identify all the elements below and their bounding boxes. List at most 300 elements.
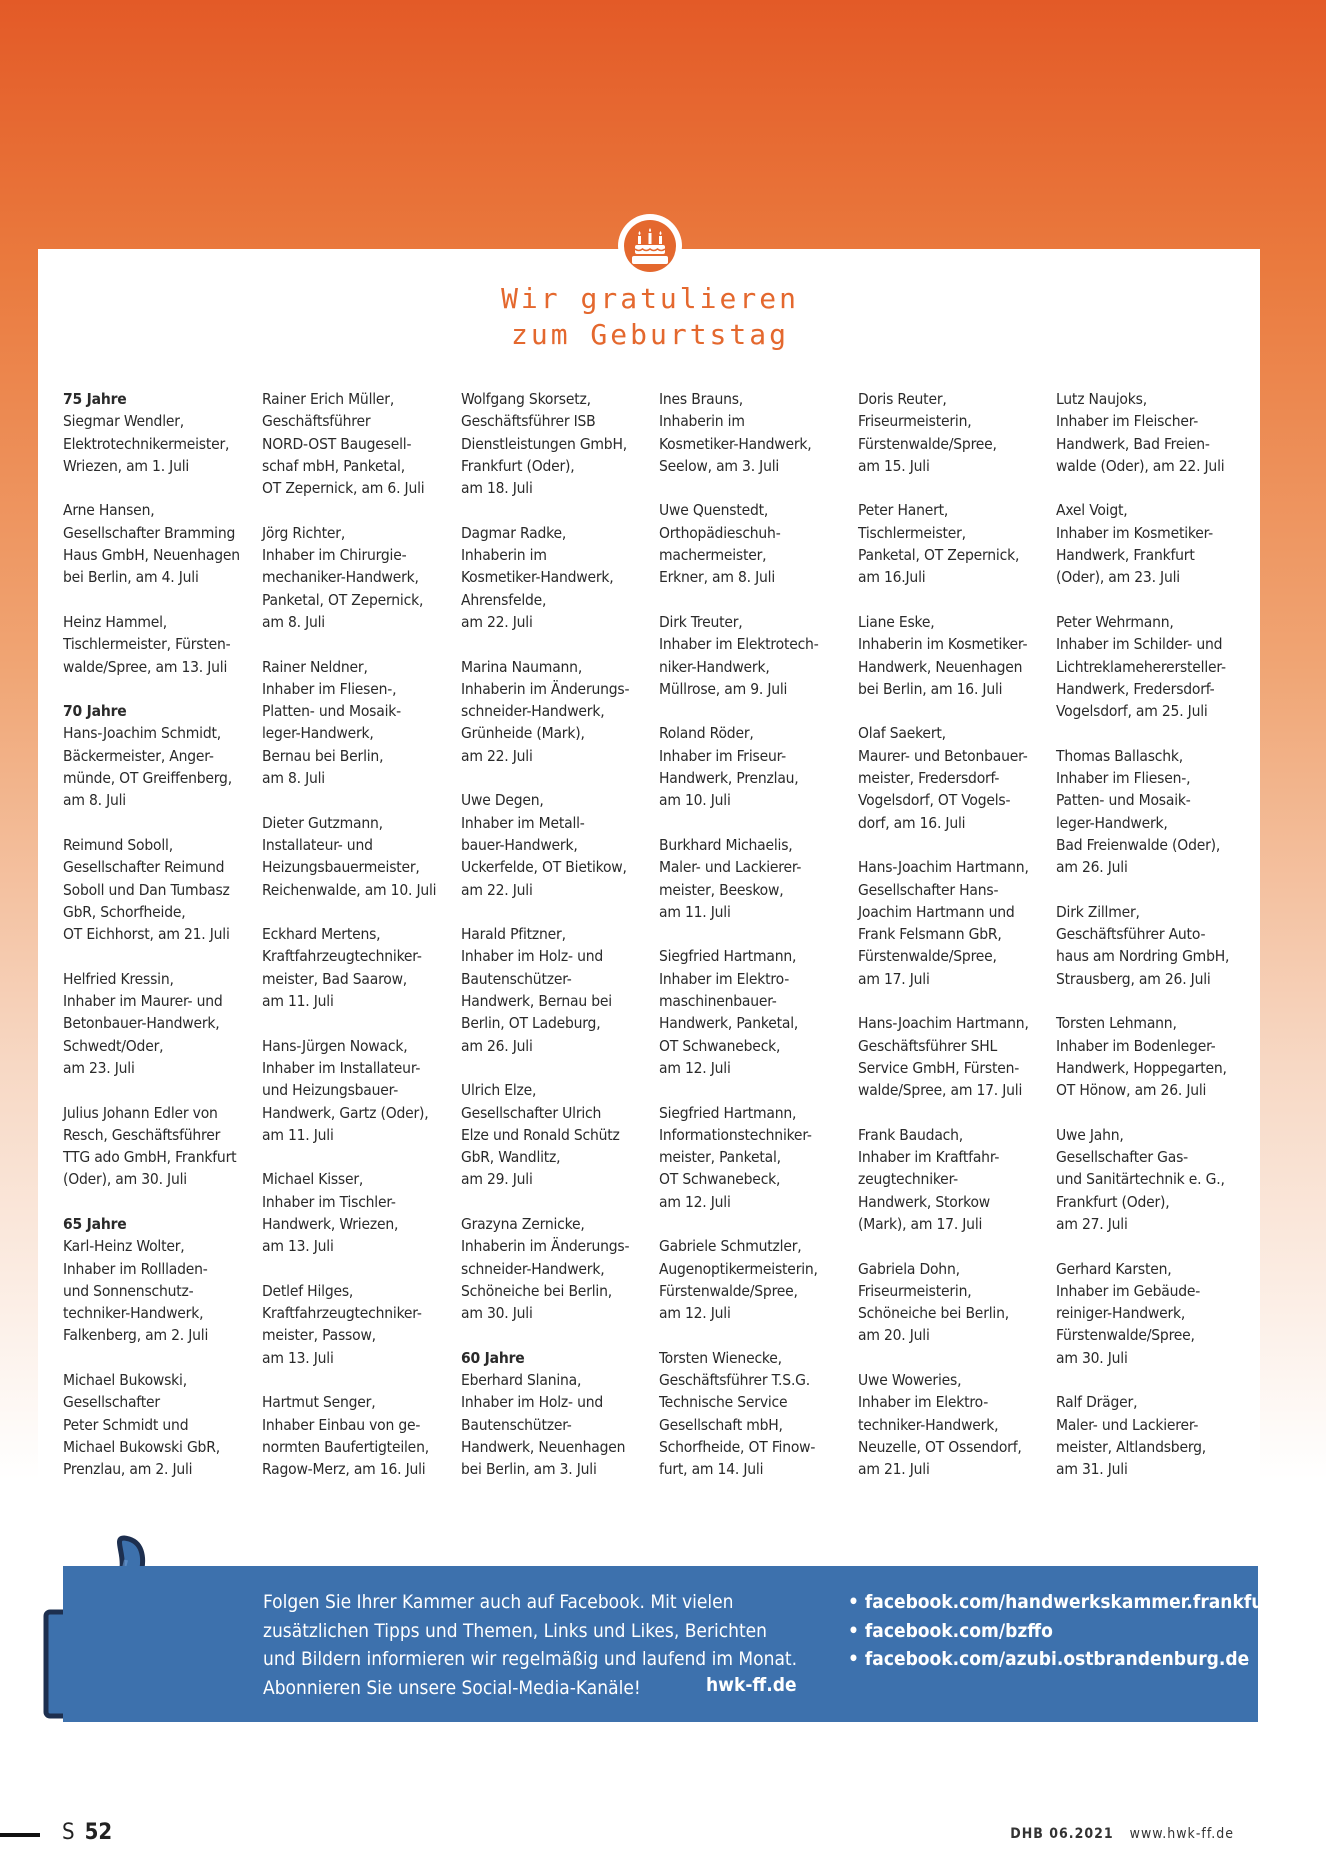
entry-line: am 11. Juli (659, 902, 731, 921)
birthday-column (858, 388, 1048, 1503)
birthday-entry (63, 700, 253, 811)
facebook-link[interactable]: • facebook.com/azubi.ostbrandenburg.de (848, 1648, 1250, 1670)
entry-line: Harald Pfitzner, (461, 925, 566, 944)
birthday-entry (262, 923, 452, 1012)
entry-line: Wolfgang Skorsetz, (461, 390, 591, 408)
entry-line: Heizungsbauermeister, (262, 858, 420, 877)
birthday-entry (461, 1213, 651, 1324)
entry-line: walde/Spree, am 13. Juli (63, 657, 228, 676)
entry-line: Ahrensfelde, (461, 590, 547, 609)
banner-text-line: und Bildern informieren wir regelmäßig und laufend im Monat. (263, 1648, 798, 1670)
birthday-entry (63, 611, 253, 678)
entry-line: Julius Johann Edler von (63, 1103, 218, 1122)
title-line-2: zum Geburtstag (510, 318, 789, 351)
entry-line: Panketal, OT Zepernick, (858, 546, 1020, 565)
entry-line: Fürstenwalde/Spree, (1056, 1326, 1195, 1345)
entry-line: Karl-Heinz Wolter, (63, 1237, 185, 1256)
entry-line: OT Hönow, am 26. Juli (1056, 1081, 1207, 1100)
entry-line: Müllrose, am 9. Juli (659, 679, 788, 698)
entry-line: Grazyna Zernicke, (461, 1214, 585, 1233)
entry-line: Helfried Kressin, (63, 969, 174, 988)
birthday-entry (659, 945, 849, 1079)
entry-line: Inhaberin im Kosmetiker- (858, 635, 1028, 654)
entry-line: mechaniker-Handwerk, (262, 568, 419, 587)
birthday-entry (1056, 388, 1246, 477)
entry-line: Schöneiche bei Berlin, (858, 1304, 1009, 1323)
birthday-entry (262, 656, 452, 790)
birthday-column (63, 388, 253, 1503)
age-heading: 60 Jahre (461, 1348, 525, 1367)
entry-line: furt, am 14. Juli (659, 1460, 764, 1479)
entry-line: am 11. Juli (262, 992, 334, 1011)
entry-line: Hans-Joachim Schmidt, (63, 724, 221, 743)
entry-line: Handwerk, Neuenhagen (461, 1437, 626, 1456)
entry-line: Patten- und Mosaik- (1056, 791, 1191, 810)
entry-line: am 22. Juli (461, 612, 533, 631)
entry-line: Hans-Joachim Hartmann, (858, 858, 1029, 877)
birthday-column (659, 388, 849, 1503)
birthday-entry (858, 499, 1048, 588)
birthday-entry (262, 812, 452, 901)
entry-line: Schöneiche bei Berlin, (461, 1281, 612, 1300)
entry-line: Orthopädieschuh- (659, 523, 781, 542)
birthday-entry (858, 611, 1048, 700)
entry-line: machermeister, (659, 546, 767, 565)
entry-line: Dirk Zillmer, (1056, 902, 1140, 921)
facebook-link[interactable]: • facebook.com/bzffo (848, 1619, 1053, 1642)
footer-info (1010, 1826, 1234, 1842)
entry-line: Frank Baudach, (858, 1125, 963, 1144)
banner-text-line: Abonnieren Sie unsere Social-Media-Kanäle! (263, 1676, 641, 1699)
entry-line: Elektrotechnikermeister, (63, 434, 230, 453)
entry-line: Inhaber im Maurer- und (63, 992, 223, 1011)
entry-line: Schwedt/Oder, (63, 1036, 164, 1055)
entry-line: Handwerk, Prenzlau, (659, 769, 799, 788)
birthday-entry (1056, 499, 1246, 588)
entry-line: walde (Oder), am 22. Juli (1056, 456, 1225, 475)
entry-line: am 13. Juli (262, 1237, 334, 1256)
entry-line: zeugtechniker- (858, 1170, 958, 1189)
entry-line: Handwerk, Wriezen, (262, 1214, 399, 1233)
facebook-link[interactable]: • facebook.com/handwerkskammer.frankfurt (848, 1591, 1281, 1613)
birthday-entry (858, 388, 1048, 477)
entry-line: und Sanitärtechnik e. G., (1056, 1170, 1225, 1189)
birthday-column (1056, 388, 1246, 1503)
entry-line: schaf mbH, Panketal, (262, 456, 405, 475)
birthday-entry (858, 856, 1048, 990)
entry-line: Reimund Soboll, (63, 835, 173, 854)
entry-line: Hans-Jürgen Nowack, (262, 1036, 408, 1055)
entry-line: OT Zepernick, am 6. Juli (262, 479, 425, 498)
entry-line: bei Berlin, am 3. Juli (461, 1460, 597, 1479)
birthday-entry (262, 388, 452, 499)
entry-line: Inhaber im Chirurgie- (262, 546, 407, 565)
entry-line: Torsten Wienecke, (659, 1348, 782, 1367)
entry-line: maschinenbauer- (659, 992, 777, 1011)
entry-line: techniker-Handwerk, (858, 1415, 999, 1434)
entry-line: Inhaber im Elektro- (659, 969, 790, 988)
birthday-cake-icon (623, 219, 677, 273)
footer-website[interactable]: www.hwk-ff.de (1129, 1826, 1234, 1842)
entry-line: Technische Service (659, 1393, 788, 1412)
entry-line: am 27. Juli (1056, 1214, 1128, 1233)
page-number (62, 1820, 112, 1845)
birthday-entry (858, 1258, 1048, 1347)
entry-line: Olaf Saekert, (858, 724, 946, 743)
entry-line: Inhaber im Installateur- (262, 1058, 421, 1077)
entry-line: Grünheide (Mark), (461, 724, 585, 743)
entry-line: Michael Bukowski, (63, 1371, 187, 1390)
birthday-entry (63, 388, 253, 477)
entry-line: Gabriele Schmutzler, (659, 1237, 802, 1256)
entry-line: Handwerk, Storkow (858, 1192, 991, 1211)
entry-line: Fürstenwalde/Spree, (659, 1281, 798, 1300)
entry-line: OT Eichhorst, am 21. Juli (63, 925, 230, 944)
entry-line: Berlin, OT Ladeburg, (461, 1014, 601, 1033)
entry-line: Tischlermeister, Fürsten- (63, 635, 231, 654)
entry-line: am 30. Juli (461, 1304, 533, 1323)
birthday-entry (461, 656, 651, 767)
entry-line: walde/Spree, am 17. Juli (858, 1081, 1023, 1100)
entry-line: am 20. Juli (858, 1326, 930, 1345)
birthday-entry (63, 834, 253, 945)
entry-line: Joachim Hartmann und (858, 902, 1015, 921)
entry-line: am 30. Juli (1056, 1348, 1128, 1367)
entry-line: Friseurmeisterin, (858, 412, 972, 431)
birthday-entry (858, 1012, 1048, 1101)
entry-line: niker-Handwerk, (659, 657, 770, 676)
birthday-entry (262, 1280, 452, 1369)
entry-line: Eckhard Mertens, (262, 925, 381, 944)
entry-line: Frank Felsmann GbR, (858, 925, 1002, 944)
entry-line: Gesellschafter Ulrich (461, 1103, 602, 1122)
entry-line: Handwerk, Bernau bei (461, 992, 612, 1011)
entry-line: Detlef Hilges, (262, 1281, 354, 1300)
birthday-entry (659, 499, 849, 588)
birthday-entry (461, 388, 651, 499)
entry-line: Rainer Erich Müller, (262, 390, 395, 408)
age-heading: 75 Jahre (63, 390, 127, 408)
entry-line: Gesellschaft mbH, (659, 1415, 783, 1434)
entry-line: Handwerk, Bad Freien- (1056, 434, 1210, 453)
entry-line: GbR, Schorfheide, (63, 902, 186, 921)
birthday-entry (63, 1102, 253, 1191)
entry-line: münde, OT Greiffenberg, (63, 769, 232, 788)
entry-line: (Oder), am 23. Juli (1056, 568, 1180, 587)
entry-line: Maurer- und Betonbauer- (858, 746, 1028, 765)
footer-bar (0, 1833, 40, 1837)
entry-line: Lichtreklameherersteller- (1056, 657, 1226, 676)
entry-line: bei Berlin, am 4. Juli (63, 568, 199, 587)
entry-line: Ulrich Elze, (461, 1081, 537, 1100)
entry-line: bei Berlin, am 16. Juli (858, 679, 1003, 698)
entry-line: Thomas Ballaschk, (1056, 746, 1183, 765)
entry-line: reiniger-Handwerk, (1056, 1304, 1186, 1323)
entry-line: Liane Eske, (858, 612, 935, 631)
entry-line: Frankfurt (Oder), (461, 456, 575, 475)
entry-line: meister, Panketal, (659, 1148, 781, 1167)
entry-line: Maler- und Lackierer- (1056, 1415, 1199, 1434)
entry-line: Siegmar Wendler, (63, 412, 185, 431)
entry-line: Strausberg, am 26. Juli (1056, 969, 1211, 988)
entry-line: Frankfurt (Oder), (1056, 1192, 1170, 1211)
entry-line: Bad Freienwalde (Oder), (1056, 835, 1221, 854)
entry-line: Kraftfahrzeugtechniker- (262, 947, 422, 966)
entry-line: Gabriela Dohn, (858, 1259, 960, 1278)
entry-line: am 12. Juli (659, 1058, 731, 1077)
entry-line: Uwe Jahn, (1056, 1125, 1124, 1144)
entry-line: schneider-Handwerk, (461, 1259, 605, 1278)
entry-line: am 29. Juli (461, 1170, 533, 1189)
entry-line: Haus GmbH, Neuenhagen (63, 546, 240, 565)
page-number-value: 52 (84, 1820, 113, 1845)
birthday-entry (63, 968, 253, 1079)
entry-line: Bäckermeister, Anger- (63, 746, 214, 765)
entry-line: Augenoptikermeisterin, (659, 1259, 818, 1278)
entry-line: Erkner, am 8. Juli (659, 568, 776, 587)
birthday-entry (461, 1347, 651, 1481)
entry-line: am 16.Juli (858, 568, 926, 587)
birthday-entry (858, 1124, 1048, 1235)
entry-line: Handwerk, Frankfurt (1056, 546, 1195, 565)
banner-text-line: Folgen Sie Ihrer Kammer auch auf Facebook. Mit vielen (263, 1591, 734, 1613)
entry-line: am 12. Juli (659, 1304, 731, 1323)
entry-line: Inhaber im Kraftfahr- (858, 1148, 1000, 1167)
entry-line: Michael Kisser, (262, 1170, 364, 1189)
entry-line: und Sonnenschutz- (63, 1281, 194, 1300)
birthday-entry (858, 1369, 1048, 1480)
entry-line: GbR, Wandlitz, (461, 1148, 561, 1167)
entry-line: Elze und Ronald Schütz (461, 1125, 620, 1144)
entry-line: am 26. Juli (461, 1036, 533, 1055)
birthday-entry (1056, 611, 1246, 722)
birthday-entry (63, 1213, 253, 1347)
entry-line: Inhaber im Bodenleger- (1056, 1036, 1216, 1055)
entry-line: Heinz Hammel, (63, 612, 168, 631)
birthday-columns (63, 388, 1253, 1478)
birthday-entry (659, 722, 849, 811)
entry-line: Panketal, OT Zepernick, (262, 590, 424, 609)
entry-line: Inhaber im Elektro- (858, 1393, 989, 1412)
entry-line: Inhaber im Fleischer- (1056, 412, 1199, 431)
entry-line: Eberhard Slanina, (461, 1371, 582, 1390)
entry-line: Dienstleistungen GmbH, (461, 434, 627, 453)
entry-line: Siegfried Hartmann, (659, 1103, 797, 1122)
entry-line: Doris Reuter, (858, 390, 947, 408)
birthday-entry (262, 1168, 452, 1257)
age-heading: 65 Jahre (63, 1214, 127, 1233)
entry-line: Falkenberg, am 2. Juli (63, 1326, 209, 1345)
entry-line: Jörg Richter, (262, 523, 346, 542)
birthday-entry (461, 923, 651, 1057)
entry-line: schneider-Handwerk, (461, 702, 605, 721)
birthday-entry (262, 522, 452, 633)
entry-line: Geschäftsführer (262, 412, 371, 431)
birthday-column (262, 388, 452, 1503)
entry-line: Gesellschafter Bramming (63, 523, 236, 542)
entry-line: Fürstenwalde/Spree, (858, 434, 997, 453)
birthday-entry (262, 1391, 452, 1480)
entry-line: Vogelsdorf, am 25. Juli (1056, 702, 1208, 721)
entry-line: am 22. Juli (461, 880, 533, 899)
entry-line: am 17. Juli (858, 969, 930, 988)
entry-line: Torsten Lehmann, (1056, 1014, 1177, 1033)
entry-line: meister, Fredersdorf- (858, 769, 1000, 788)
entry-line: dorf, am 16. Juli (858, 813, 966, 832)
entry-line: Neuzelle, OT Ossendorf, (858, 1437, 1022, 1456)
entry-line: Friseurmeisterin, (858, 1281, 972, 1300)
entry-line: Gesellschafter Reimund (63, 858, 225, 877)
entry-line: Schorfheide, OT Finow- (659, 1437, 816, 1456)
entry-line: Burkhard Michaelis, (659, 835, 793, 854)
entry-line: am 21. Juli (858, 1460, 930, 1479)
entry-line: Inhaber im Elektrotech- (659, 635, 819, 654)
birthday-entry (1056, 1124, 1246, 1235)
entry-line: Axel Voigt, (1056, 501, 1128, 520)
entry-line: Gesellschafter Gas- (1056, 1148, 1188, 1167)
entry-line: am 23. Juli (63, 1058, 135, 1077)
entry-line: Siegfried Hartmann, (659, 947, 797, 966)
entry-line: Handwerk, Gartz (Oder), (262, 1103, 429, 1122)
entry-line: leger-Handwerk, (262, 724, 374, 743)
entry-line: (Oder), am 30. Juli (63, 1170, 187, 1189)
entry-line: Uwe Woweries, (858, 1371, 962, 1390)
banner-text-line: zusätzlichen Tipps und Themen, Links und Likes, Berichten (263, 1619, 768, 1642)
birthday-entry (659, 834, 849, 923)
birthday-entry (1056, 1012, 1246, 1101)
entry-line: Geschäftsführer ISB (461, 412, 596, 431)
facebook-links (848, 1588, 1280, 1674)
entry-line: am 8. Juli (63, 791, 126, 810)
entry-line: Inhaber im Holz- und (461, 1393, 604, 1412)
entry-line: Bernau bei Berlin, (262, 746, 384, 765)
entry-line: NORD-OST Baugesell- (262, 434, 412, 453)
entry-line: Inhaberin im (659, 412, 745, 431)
birthday-entry (1056, 1391, 1246, 1480)
entry-line: Inhaber im Schilder- und (1056, 635, 1223, 654)
page-title (0, 281, 1300, 353)
entry-line: Dirk Treuter, (659, 612, 743, 631)
entry-line: Inhaberin im Änderungs- (461, 1237, 630, 1256)
birthday-entry (659, 1102, 849, 1213)
entry-line: Uwe Degen, (461, 791, 544, 810)
entry-line: Inhaber im Fliesen-, (1056, 769, 1191, 788)
entry-line: am 8. Juli (262, 769, 325, 788)
age-heading: 70 Jahre (63, 702, 127, 721)
entry-line: Resch, Geschäftsführer (63, 1125, 221, 1144)
entry-line: Inhaber Einbau von ge- (262, 1415, 421, 1434)
site-link[interactable]: hwk-ff.de (706, 1674, 797, 1696)
entry-line: Inhaber im Tischler- (262, 1192, 396, 1211)
entry-line: leger-Handwerk, (1056, 813, 1168, 832)
entry-line: am 11. Juli (262, 1125, 334, 1144)
entry-line: Installateur- und (262, 835, 373, 854)
entry-line: Hans-Joachim Hartmann, (858, 1014, 1029, 1033)
entry-line: Handwerk, Fredersdorf- (1056, 679, 1215, 698)
entry-line: Roland Röder, (659, 724, 754, 743)
page-prefix: S (62, 1820, 75, 1845)
entry-line: OT Schwanebeck, (659, 1170, 781, 1189)
entry-line: Reichenwalde, am 10. Juli (262, 880, 437, 899)
entry-line: (Mark), am 17. Juli (858, 1214, 983, 1233)
entry-line: Geschäftsführer Auto- (1056, 925, 1206, 944)
entry-line: Inhaber im Fliesen-, (262, 679, 397, 698)
entry-line: Kosmetiker-Handwerk, (659, 434, 812, 453)
entry-line: Vogelsdorf, OT Vogels- (858, 791, 1011, 810)
entry-line: Bautenschützer- (461, 969, 572, 988)
entry-line: meister, Altlandsberg, (1056, 1437, 1206, 1456)
birthday-column (461, 388, 651, 1503)
entry-line: Service GmbH, Fürsten- (858, 1058, 1020, 1077)
entry-line: Handwerk, Panketal, (659, 1014, 799, 1033)
entry-line: meister, Passow, (262, 1326, 376, 1345)
entry-line: Inhaber im Kosmetiker- (1056, 523, 1213, 542)
entry-line: Gesellschafter Hans- (858, 880, 999, 899)
entry-line: und Heizungsbauer- (262, 1081, 399, 1100)
entry-line: Arne Hansen, (63, 501, 155, 520)
entry-line: Ines Brauns, (659, 390, 744, 408)
facebook-banner (63, 1566, 1281, 1722)
entry-line: Prenzlau, am 2. Juli (63, 1460, 193, 1479)
entry-line: meister, Beeskow, (659, 880, 784, 899)
entry-line: meister, Bad Saarow, (262, 969, 408, 988)
birthday-entry (659, 1347, 849, 1481)
entry-line: am 18. Juli (461, 479, 533, 498)
entry-line: Rainer Neldner, (262, 657, 368, 676)
entry-line: Geschäftsführer SHL (858, 1036, 998, 1055)
birthday-entry (858, 722, 1048, 833)
entry-line: Uckerfelde, OT Bietikow, (461, 858, 627, 877)
entry-line: am 12. Juli (659, 1192, 731, 1211)
birthday-entry (461, 789, 651, 900)
entry-line: Peter Hanert, (858, 501, 949, 520)
entry-line: Dieter Gutzmann, (262, 813, 383, 832)
entry-line: Handwerk, Hoppegarten, (1056, 1058, 1227, 1077)
entry-line: normten Baufertigteilen, (262, 1437, 429, 1456)
entry-line: Soboll und Dan Tumbasz (63, 880, 230, 899)
entry-line: am 13. Juli (262, 1348, 334, 1367)
entry-line: Ragow-Merz, am 16. Juli (262, 1460, 426, 1479)
entry-line: Platten- und Mosaik- (262, 702, 401, 721)
entry-line: OT Schwanebeck, (659, 1036, 781, 1055)
entry-line: Bautenschützer- (461, 1415, 572, 1434)
entry-line: Inhaber im Friseur- (659, 746, 786, 765)
entry-line: am 31. Juli (1056, 1460, 1128, 1479)
entry-line: Fürstenwalde/Spree, (858, 947, 997, 966)
birthday-entry (1056, 745, 1246, 879)
entry-line: Handwerk, Neuenhagen (858, 657, 1023, 676)
entry-line: bauer-Handwerk, (461, 835, 578, 854)
entry-line: Gerhard Karsten, (1056, 1259, 1172, 1278)
entry-line: am 26. Juli (1056, 858, 1128, 877)
entry-line: Seelow, am 3. Juli (659, 456, 780, 475)
entry-line: Inhaberin im (461, 546, 547, 565)
entry-line: Betonbauer-Handwerk, (63, 1014, 220, 1033)
entry-line: Dagmar Radke, (461, 523, 567, 542)
entry-line: Marina Naumann, (461, 657, 583, 676)
entry-line: Lutz Naujoks, (1056, 390, 1147, 408)
birthday-entry (461, 522, 651, 633)
entry-line: Ralf Dräger, (1056, 1393, 1138, 1412)
entry-line: Peter Wehrmann, (1056, 612, 1174, 631)
entry-line: Wriezen, am 1. Juli (63, 456, 190, 475)
title-line-1: Wir gratulieren (501, 282, 799, 315)
birthday-entry (63, 1369, 253, 1480)
birthday-entry (63, 499, 253, 588)
entry-line: am 8. Juli (262, 612, 325, 631)
birthday-entry (659, 388, 849, 477)
entry-line: am 10. Juli (659, 791, 731, 810)
